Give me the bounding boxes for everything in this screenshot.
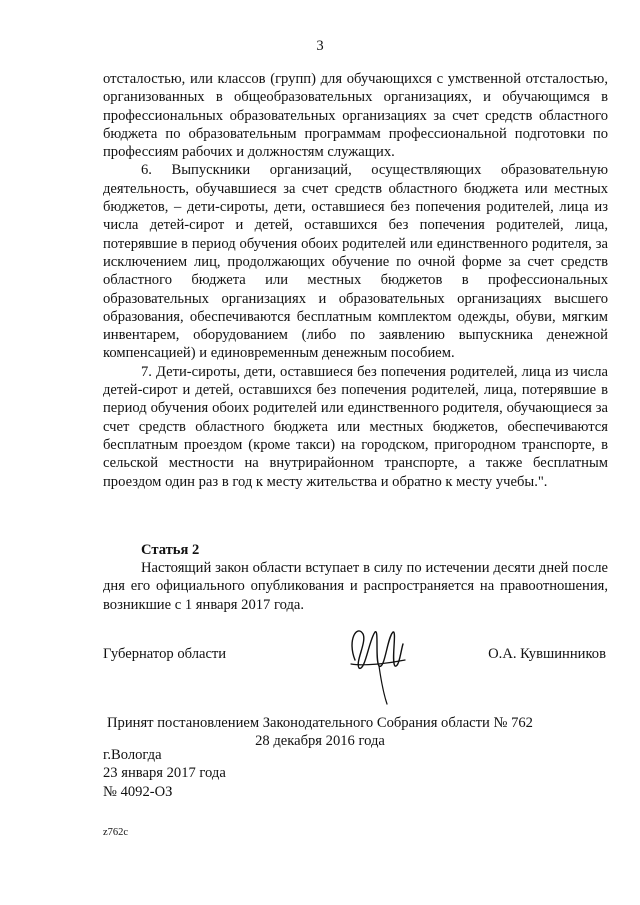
governor-name: О.А. Кувшинников: [488, 646, 606, 662]
article-2-body: [103, 559, 608, 614]
article-2-text: Настоящий закон области вступает в силу по истечении десяти дней после дня его официального опубликования и распространяется на правоотношения, возникшие с 1 января 2017 года.: [103, 560, 608, 613]
adoption-line: Принят постановлением Законодательного Собрания области № 762: [107, 715, 533, 731]
paragraph-7: 7. Дети-сироты, дети, оставшиеся без попечения родителей, лица из числа детей-сирот и детей, оставшихся без попечения родителей, лица, потерявшие в период обучения обоих родителей или единственного родителя, обучающиеся за счет средств областного бюджета или местных бюджетов, обеспечиваются бесплатным проездом (кроме такси) на городском, пригородном транспорте, в сельской местности на внутрирайонном транспорте, а также бесплатным проездом один раз в год к месту жительства и обратно к месту учебы.".: [103, 363, 608, 490]
governor-title: Губернатор области: [103, 646, 227, 662]
page-number: 3: [316, 38, 324, 54]
document-code: z762c: [103, 827, 129, 838]
signing-place: г.Вологда: [103, 747, 162, 763]
adoption-date: 28 декабря 2016 года: [255, 733, 385, 750]
article-2-heading: Статья 2: [141, 542, 200, 558]
signature-icon: [345, 620, 407, 706]
law-text: [103, 70, 608, 491]
signing-date: 23 января 2017 года: [103, 765, 226, 782]
paragraph-6: 6. Выпускники организаций, осуществляющих образовательную деятельность, обучавшиеся за счет средств областного бюджета или местных бюджетов, – дети-сироты, дети, оставшиеся без попечения родителей, лица из числа детей-сирот и детей, оставшихся без попечения родителей, лица, потерявшие в период обучения обоих родителей или единственного родителя, за исключением лиц, продолжающих обучение по очной форме за счет средств областного бюджета или местных бюджетов в профессиональных образовательных организациях и образовательных организациях высшего образования, обеспечиваются бесплатным комплектом одежды, обуви, мягким инвентарем, оборудованием (либо по заявлению выпускника денежной компенсацией) и единовременным денежным пособием.: [103, 162, 608, 362]
paragraph-continuation: отсталостью, или классов (групп) для обучающихся с умственной отсталостью, организованных в общеобразовательных организациях, и обучающимся в профессиональных образовательных организациях за счет средств областного бюджета по образовательным программам профессиональной подготовки по профессиям рабочих и должностям служащих.: [103, 71, 608, 161]
adoption-block: [0, 714, 640, 751]
law-number: № 4092-ОЗ: [103, 783, 173, 800]
signing-info: [103, 746, 226, 801]
